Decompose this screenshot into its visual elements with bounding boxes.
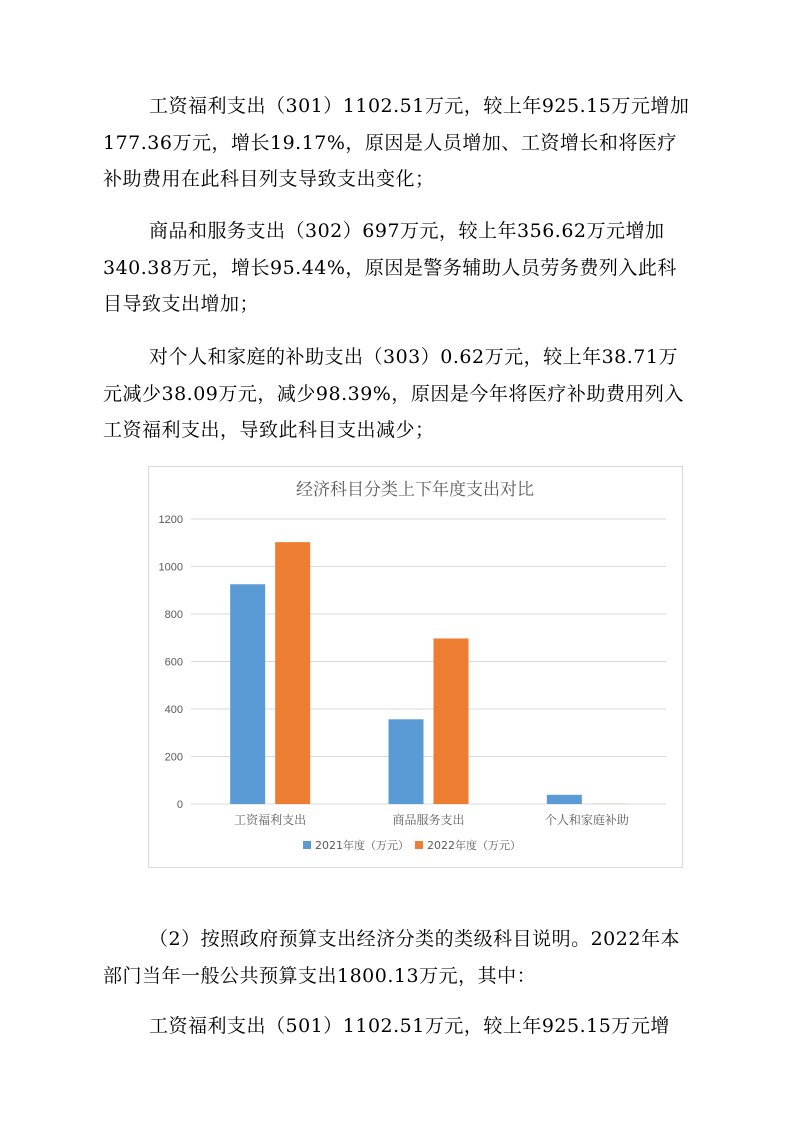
paragraph-household-subsidy-303: 对个人和家庭的补助支出（303）0.62万元，较上年38.71万元减少38.09万元，减少98.39%，原因是今年将医疗补助费用列入工资福利支出，导致此科目支出减少；	[103, 346, 684, 441]
legend-label: 2022年度（万元）	[427, 839, 521, 852]
paragraph-wage-welfare-301: 工资福利支出（301）1102.51万元，较上年925.15万元增加177.36万元，增长19.17%，原因是人员增加、工资增长和将医疗补助费用在此科目列支导致支出变化；	[103, 95, 690, 190]
bar-2021-2	[389, 719, 424, 804]
y-tick-label: 800	[164, 609, 183, 621]
x-category-label: 个人和家庭补助	[544, 813, 629, 827]
chart-canvas	[149, 467, 682, 867]
y-tick-label: 600	[164, 656, 183, 669]
chart-title: 经济科目分类上下年度支出对比	[296, 480, 534, 500]
x-category-label: 工资福利支出	[234, 813, 307, 827]
legend-label: 2021年度（万元）	[315, 839, 409, 852]
y-tick-label: 200	[164, 751, 183, 764]
paragraph-section-2-intro: （2）按照政府预算支出经济分类的类级科目说明。2022年本部门当年一般公共预算支出1800.13万元，其中：	[103, 928, 680, 987]
legend-swatch	[415, 841, 423, 849]
legend-swatch	[303, 841, 311, 849]
y-tick-label: 1200	[158, 514, 183, 526]
y-tick-label: 1000	[158, 561, 183, 574]
y-tick-label: 400	[164, 704, 183, 716]
bar-2021-3	[547, 795, 582, 804]
paragraph-goods-services-302: 商品和服务支出（302）697万元，较上年356.62万元增加340.38万元，增长95.44%，原因是警务辅助人员劳务费列入此科目导致支出增加；	[103, 220, 677, 315]
y-tick-label: 0	[176, 799, 183, 811]
x-category-label: 商品服务支出	[392, 813, 465, 827]
bar-2022-1	[275, 542, 310, 804]
paragraph-wage-welfare-501: 工资福利支出（501）1102.51万元，较上年925.15万元增	[149, 1015, 670, 1037]
expenditure-comparison-chart	[148, 466, 683, 868]
bar-2022-2	[434, 638, 469, 804]
bar-2021-1	[230, 584, 265, 804]
